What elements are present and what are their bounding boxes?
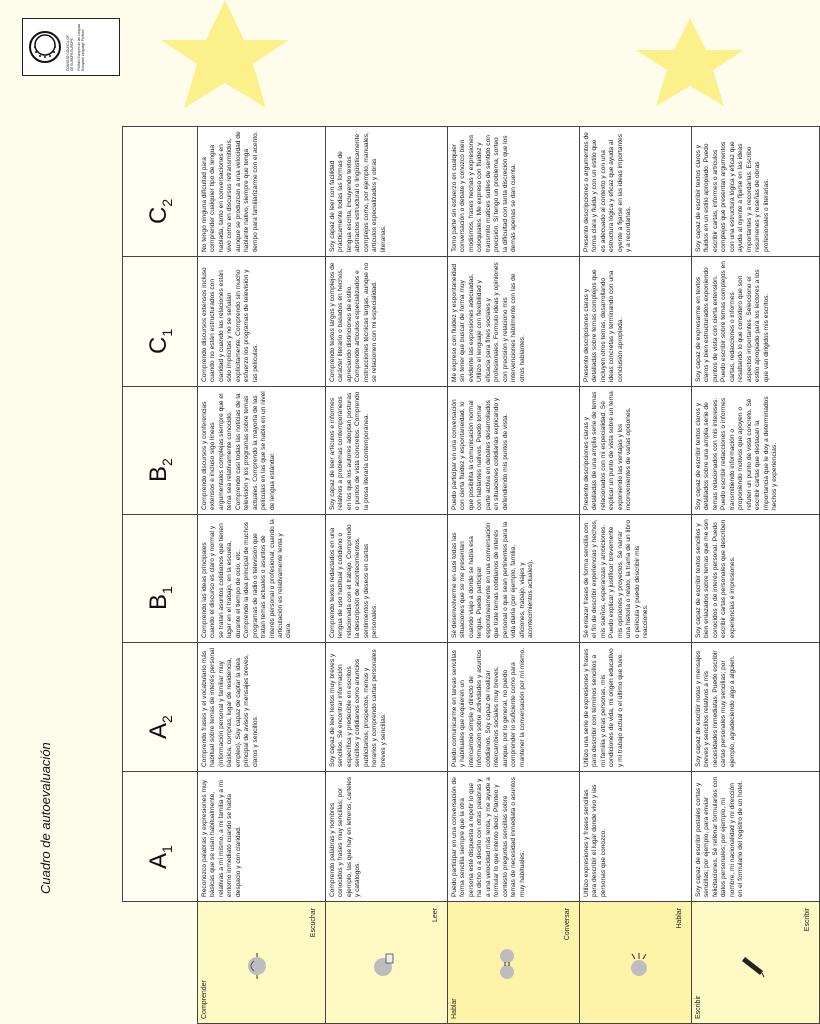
skill-name-label: Leer: [432, 908, 440, 923]
level-header-a1: $A_1$: [123, 772, 198, 902]
page-title: Cuadro de autoevaluación: [38, 742, 53, 894]
level-header-a2: $A_2$: [123, 643, 198, 772]
corner-cell: [123, 902, 198, 1024]
descriptor-cell: Comprendo textos redactados en una lengua de uso habitual y cotidiano o relacionada con el trabajo. Comprendo la descripción de acontecimientos, sentimientos y deseos en cartas personales.: [326, 515, 448, 643]
descriptor-cell: Presento descripciones claras y detalladas de una amplia serie de temas relacionados con mi especialidad. Sé explicar un punto de vista sobre un tema exponiendo las ventajas y los inconvenientes de varias opciones.: [580, 387, 692, 515]
descriptor-cell: Sé enlazar frases de forma sencilla con el fin de describir experiencias y hechos, mis sueños, esperanzas y ambiciones. Puedo explicar y justificar brevemente mis opiniones y proyectos. Sé narrar una historia o relato, la trama de un libro o película y puedo describir mis reacciones.: [580, 515, 692, 643]
skill-name-label: Hablar: [676, 908, 684, 929]
descriptor-cell: Soy capaz de escribir textos sencillos y bien enlazados sobre temas que me son conocidos o de interés personal. Puedo escribir cartas personales que describen experiencias e impresiones.: [692, 515, 820, 643]
descriptor-cell: Soy capaz de escribir notas y mensajes breves y sencillos relativos a mis necesidades inmediatas. Puedo escribir cartas personales muy sencillas; por ejemplo, agradeciendo algo a alguien.: [692, 643, 820, 772]
descriptor-cell: Soy capaz de leer textos muy breves y sencillos. Sé encontrar información específica y predecible en escritos sencillos y cotidianos como anuncios publicitarios, prospectos, menús y horarios y comprendo cartas personales breves y sencillas.: [326, 643, 448, 772]
skill-cell-conversar: [448, 902, 580, 1024]
descriptor-cell: Soy capaz de expresarme en textos claros y bien estructurados exponiendo puntos de vista con cierta extensión. Puedo escribir sobre temas complejos en cartas, redacciones o informes resaltando lo que considero que son aspectos importantes. Selecciono el estilo apropiado para los lectores a los que van dirigidos mis escritos.: [692, 257, 820, 387]
level-header-c1: $C_1$: [123, 257, 198, 387]
logo-line-3: Portfolio Europeo de las Lenguas: [77, 23, 81, 71]
skill-name-label: Conversar: [564, 908, 572, 941]
logo-line-4: European Language Portfolio: [81, 29, 85, 71]
reading-icon: [370, 951, 400, 981]
logo-line-1: CONSEJO COUNCIL OF: [66, 35, 70, 71]
skill-row-escribir: [692, 127, 820, 1024]
descriptor-cell: Soy capaz de escribir postales cortas y sencillas; por ejemplo, para enviar felicitaciones. Sé rellenar formularios con datos personales; por ejemplo, mi nombre, mi nacionalidad y mi dirección en el formulario del registro de un hotel.: [692, 772, 820, 902]
speaking-icon: [624, 951, 654, 981]
descriptor-cell: Puedo participar en una conversación de forma sencilla siempre que la otra persona esté dispuesta a repetir lo que ha dicho o a decirlo con otras palabras y a una velocidad más lenta, y me ayude a formular lo que intento decir. Planteo y contesto preguntas sencillas sobre temas de necesidad inmediata o asuntos muy habituales.: [448, 772, 580, 902]
conversation-icon: [492, 947, 522, 981]
descriptor-cell: Me expreso con fluidez y espontaneidad sin tener que buscar de forma muy evidente las expresiones adecuadas. Utilizo el lenguaje con flexibilidad y eficacia para fines sociales y profesionales. Formulo ideas y opiniones con precisión y relaciono mis intervenciones hábilmente con las de otros hablantes.: [448, 257, 580, 387]
level-header-c2: $C_2$: [123, 127, 198, 257]
skill-cell-leer: [326, 902, 448, 1024]
skill-group-label: Escribir: [695, 995, 702, 1019]
descriptor-cell: Utilizo una serie de expresiones y frases para describir con términos sencillos a mi familia y otras personas, mis condiciones de vida, mi origen educativo y mi trabajo actual o el último que tuve.: [580, 643, 692, 772]
skill-group-label: Hablar: [451, 998, 458, 1019]
descriptor-cell: Presento descripciones o argumentos de forma clara y fluida y con un estilo que es adecuado al contexto y con una estructura lógica y eficaz que ayuda al oyente a fijarse en las ideas importantes y a recordarlas.: [580, 127, 692, 257]
descriptor-cell: Soy capaz de escribir textos claros y fluidos en un estilo apropiado. Puedo escribir cartas, informes o artículos complejos que presentan argumentos con una estructura lógica y eficaz que ayuda al oyente a fijarse en las ideas importantes y a recordarlas. Escribo resúmenes y reseñas de obras profesionales o literarias.: [692, 127, 820, 257]
ear-listening-icon: [242, 951, 272, 981]
skill-row-hablar: [580, 127, 692, 1024]
skill-row-escuchar: [198, 127, 326, 1024]
self-assessment-grid: [122, 126, 820, 1024]
descriptor-cell: Comprendo frases y el vocabulario más habitual sobre temas de interés personal (información personal y familiar muy básica, compras, lugar de residencia, empleo). Soy capaz de captar la idea principal de avisos y mensajes breves, claros y sencillos.: [198, 643, 326, 772]
skill-cell-escribir: [692, 902, 820, 1024]
descriptor-cell: Presento descripciones claras y detalladas sobre temas complejos que incluyen otros temas, desarrollando ideas concretas y terminando con una conclusión apropiada.: [580, 257, 692, 387]
descriptor-cell: Sé desenvolverme en casi todas las situaciones que se me presentan cuando viajo a donde se habla esa lengua. Puedo participar espontáneamente en una conversación que trate temas cotidianos de interés personal o que sean pertinentes para la vida diaria (por ejemplo, familia, aficiones, trabajo, viajes y acontecimientos actuales).: [448, 515, 580, 643]
descriptor-cell: Puedo participar en una conversación con cierta fluidez y espontaneidad, lo que posibilita la comunicación normal con hablantes nativos. Puedo tomar parte activa en debates desarrollados en situaciones cotidianas explicando y defendiendo mis puntos de vista.: [448, 387, 580, 515]
descriptor-cell: Comprendo textos largos y complejos de carácter literario o basados en hechos, apreciando distinciones de estilo. Comprendo artículos especializados e instrucciones técnicas largas, aunque no se relacionen con mi especialidad.: [326, 257, 448, 387]
level-header-b2: $B_2$: [123, 387, 198, 515]
descriptor-cell: Soy capaz de leer con facilidad prácticamente todas las formas de lengua escrita, incluyendo textos abstractos estructural o lingüísticamente complejos como, por ejemplo, manuales, artículos especializados y obras literarias.: [326, 127, 448, 257]
descriptor-cell: Utilizo expresiones y frases sencillas para describir el lugar donde vivo y las personas que conozco.: [580, 772, 692, 902]
descriptor-cell: Comprendo las ideas principales cuando el discurso es claro y normal y se tratan asuntos cotidianos que tienen lugar en el trabajo, en la escuela, durante el tiempo de ocio, etc. Comprendo la idea principal de muchos programas de radio o televisión que tratan temas actuales o asuntos de interés personal o profesional, cuando la articulación es relativamente lenta y clara.: [198, 515, 326, 643]
descriptor-cell: No tengo ninguna dificultad para comprender cualquier tipo de lengua hablada, tanto en conversaciones en vivo como en discursos retransmitidos, aunque se produzcan a una velocidad de hablante nativo, siempre que tenga tiempo para familiarizarme con el acento.: [198, 127, 326, 257]
skill-row-conversar: [448, 127, 580, 1024]
skill-row-leer: [326, 127, 448, 1024]
writing-pen-icon: [736, 951, 766, 981]
descriptor-cell: Soy capaz de leer artículos e informes relativos a problemas contemporáneos en los que los autores adoptan posturas o puntos de vista concretos. Comprendo la prosa literaria contemporánea.: [326, 387, 448, 515]
descriptor-cell: Comprendo discursos y conferencias extensos e incluso sigo líneas argumentales complejas siempre que el tema sea relativamente conocido. Comprendo casi todas las noticias de la televisión y los programas sobre temas actuales. Comprendo la mayoría de las películas en las que se habla en un nivel de lengua estándar.: [198, 387, 326, 515]
skill-cell-hablar: [580, 902, 692, 1024]
descriptor-cell: Comprendo palabras y nombres conocidos y frases muy sencillas; por ejemplo, las que hay en letreros, carteles y catálogos.: [326, 772, 448, 902]
descriptor-cell: Soy capaz de escribir textos claros y detallados sobre una amplia serie de temas relacionados con mis intereses. Puedo escribir redacciones o informes transmitiendo información o proponiendo motivos que apoyen o refuten un punto de vista concreto. Sé escribir cartas que destacan la importancia que le doy a determinados hechos y experiencias.: [692, 387, 820, 515]
skill-name-label: Escuchar: [310, 908, 318, 938]
skill-cell-escuchar: [198, 902, 326, 1024]
logo-line-2: DE EUROPA EUROPE: [70, 38, 74, 71]
skill-group-label: Comprender: [201, 980, 208, 1019]
level-header-row: [123, 127, 198, 1024]
skill-name-label: Escribir: [804, 908, 812, 932]
descriptor-cell: Tomo parte sin esfuerzo en cualquier conversación o debate y conozco bien modismos, frases hechas y expresiones coloquiales. Me expreso con fluidez y transmito matices sutiles de sentido con precisión. Si tengo un problema, sorteo la dificultad con tanta discreción que los demás apenas se dan cuenta.: [448, 127, 580, 257]
descriptor-cell: Reconozco palabras y expresiones muy básicas que se usan habitualmente, relativas a mí mismo, a mi familia y a mi entorno inmediato cuando se habla despacio y con claridad.: [198, 772, 326, 902]
descriptor-cell: Comprendo discursos extensos incluso cuando no están estructurados con claridad y cuando las relaciones están sólo implícitas y no se señalan explícitamente. Comprendo sin mucho esfuerzo los programas de televisión y las películas.: [198, 257, 326, 387]
level-header-b1: $B_1$: [123, 515, 198, 643]
descriptor-cell: Puedo comunicarme en tareas sencillas y habituales que requieren un intercambio simple y directo de información sobre actividades y asuntos cotidianos. Soy capaz de realizar intercambios sociales muy breves, aunque, por lo general, no puedo comprender lo suficiente como para mantener la conversación por mí mismo.: [448, 643, 580, 772]
